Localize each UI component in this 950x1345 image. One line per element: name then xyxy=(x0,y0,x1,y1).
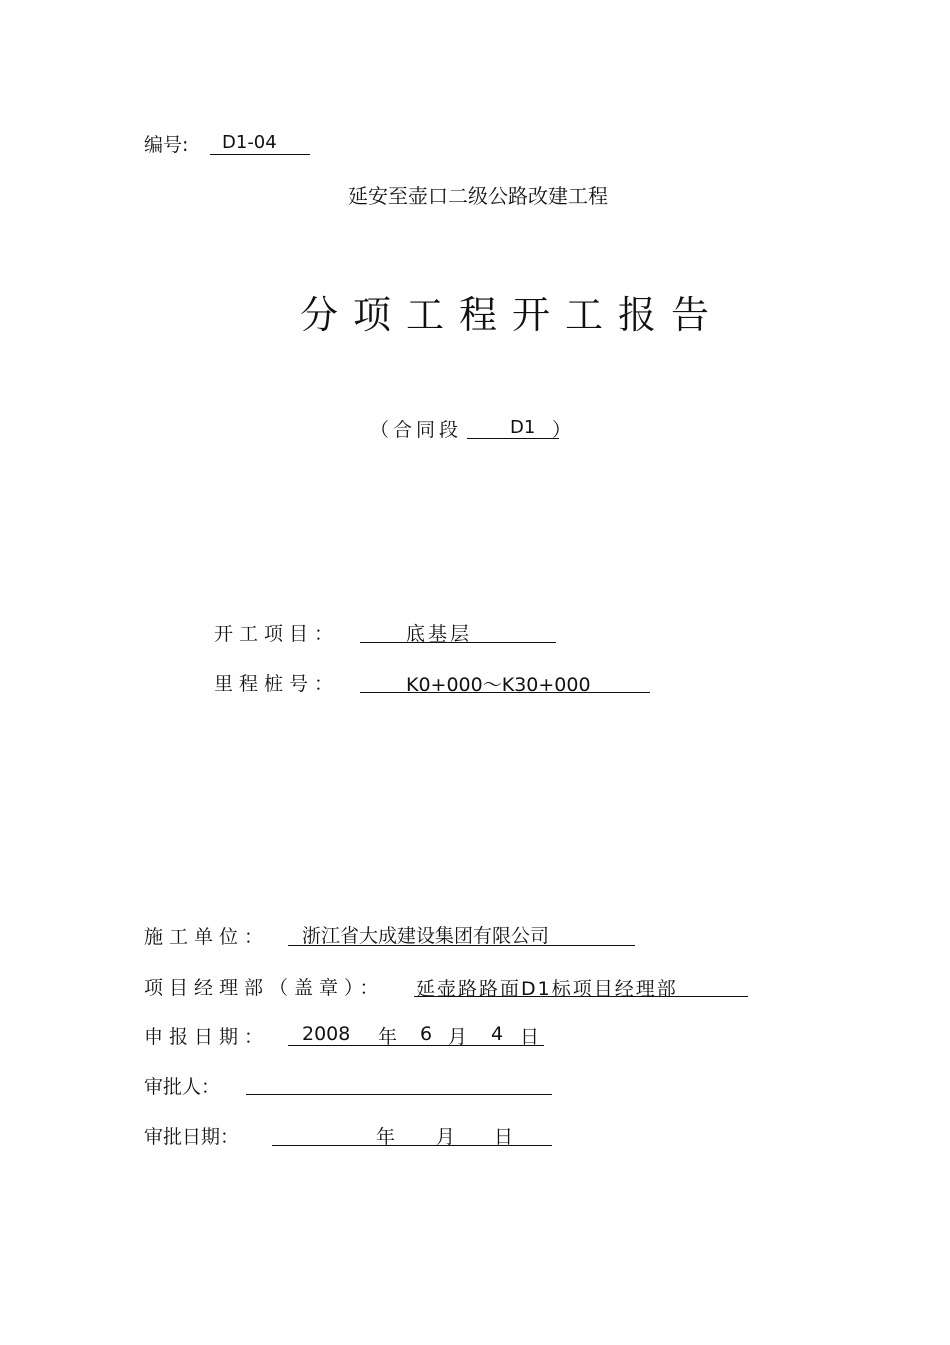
dept-underline xyxy=(414,996,748,997)
report-title: 分项工程开工报告 xyxy=(300,293,725,337)
contract-value: D1 xyxy=(510,417,536,438)
work-item-value: 底基层 xyxy=(406,623,473,645)
station-underline xyxy=(360,692,650,693)
report-year-unit: 年 xyxy=(378,1026,398,1048)
dept-label: 项目经理部（盖章）： xyxy=(144,977,385,999)
builder-value: 浙江省大成建设集团有限公司 xyxy=(302,925,550,947)
dept-value: 延壶路路面D1标项目经理部 xyxy=(416,978,678,1000)
station-label: 里程桩号： xyxy=(214,673,340,695)
number-value: D1-04 xyxy=(222,132,277,153)
report-year: 2008 xyxy=(302,1023,351,1045)
contract-prefix: （合同段 xyxy=(370,419,463,441)
work-item-underline xyxy=(360,642,556,643)
report-month-unit: 月 xyxy=(448,1026,468,1048)
approve-day-unit: 日 xyxy=(494,1126,514,1148)
report-day-unit: 日 xyxy=(520,1026,540,1048)
contract-suffix: ） xyxy=(552,419,572,441)
number-underline xyxy=(210,154,310,155)
approve-date-underline xyxy=(272,1145,552,1146)
station-value: K0+000～K30+000 xyxy=(406,674,591,696)
approve-year-unit: 年 xyxy=(376,1126,396,1148)
contract-underline xyxy=(467,438,559,439)
report-day: 4 xyxy=(491,1023,504,1045)
project-name: 延安至壶口二级公路改建工程 xyxy=(348,184,608,208)
report-month: 6 xyxy=(420,1023,433,1045)
builder-label: 施工单位： xyxy=(144,926,270,948)
approver-label: 审批人： xyxy=(144,1076,221,1098)
report-date-label: 申报日期： xyxy=(144,1026,270,1048)
approver-underline xyxy=(246,1094,552,1095)
number-label: 编号: xyxy=(144,134,189,156)
builder-underline xyxy=(288,945,635,946)
approve-month-unit: 月 xyxy=(436,1126,456,1148)
work-item-label: 开工项目： xyxy=(214,623,340,645)
report-date-underline xyxy=(288,1045,544,1046)
approve-date-label: 审批日期： xyxy=(144,1126,240,1148)
